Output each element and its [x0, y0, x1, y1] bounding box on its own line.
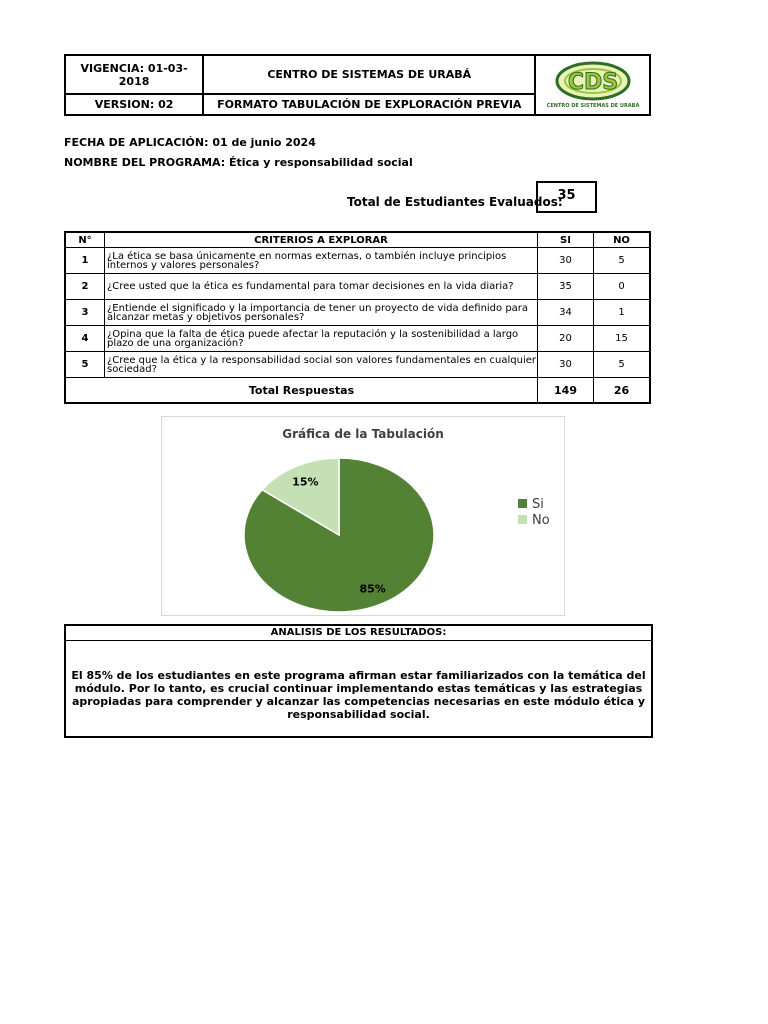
chart-title: Gráfica de la Tabulación	[282, 427, 444, 441]
row-number: 1	[65, 248, 105, 274]
col-header-criteria: CRITERIOS A EXPLORAR	[105, 232, 538, 248]
analysis-text: El 85% de los estudiantes en este programa afirman estar familiarizados con la temática del módulo. Por lo tanto, es crucial continuar implementando estas temáticas y las estrategias apropiadas para comprender y alcanzar las competencias necesarias en este módulo ética y responsabilidad social.	[71, 669, 646, 721]
row-question: ¿Cree que la ética y la responsabilidad social son valores fundamentales en cualquier sociedad?	[105, 352, 538, 378]
logo-cell	[535, 55, 650, 115]
legend-label: No	[532, 513, 550, 528]
header-table	[64, 54, 651, 116]
row-no: 0	[594, 274, 651, 300]
row-question: ¿La ética se basa únicamente en normas externas, o también incluye principios internos y valores personales?	[105, 248, 538, 274]
row-si: 34	[538, 300, 594, 326]
row-no: 5	[594, 352, 651, 378]
pie-chart	[162, 417, 564, 615]
cds-logo	[536, 59, 649, 111]
row-number: 4	[65, 326, 105, 352]
row-si: 20	[538, 326, 594, 352]
row-no: 1	[594, 300, 651, 326]
format-title-cell: FORMATO TABULACIÓN DE EXPLORACIÓN PREVIA	[203, 94, 535, 115]
table-row	[65, 274, 650, 300]
row-question: ¿Opina que la falta de ética puede afectar la reputación y la sostenibilidad a largo plazo de una organización?	[105, 326, 538, 352]
row-question: ¿Entiende el significado y la importancia de tener un proyecto de vida definido para alcanzar metas y objetivos personales?	[105, 300, 538, 326]
fecha-aplicacion: FECHA DE APLICACIÓN: 01 de junio 2024	[64, 136, 316, 149]
row-number: 5	[65, 352, 105, 378]
center-name-cell: CENTRO DE SISTEMAS DE URABÁ	[203, 55, 535, 94]
version-cell: VERSION: 02	[65, 94, 203, 115]
table-row	[65, 352, 650, 378]
analysis-title: ANALISIS DE LOS RESULTADOS:	[66, 626, 651, 641]
row-no: 15	[594, 326, 651, 352]
vigencia-cell: VIGENCIA: 01-03-2018	[65, 55, 203, 94]
total-responses-label: Total Respuestas	[65, 378, 538, 404]
total-no: 26	[594, 378, 651, 404]
table-row	[65, 326, 650, 352]
total-students-value: 35	[536, 181, 597, 213]
table-row	[65, 300, 650, 326]
legend-label: Si	[532, 497, 544, 512]
nombre-programa: NOMBRE DEL PROGRAMA: Ética y responsabilidad social	[64, 156, 413, 169]
col-header-no: NO	[594, 232, 651, 248]
total-row	[65, 378, 650, 404]
row-no: 5	[594, 248, 651, 274]
col-header-si: SI	[538, 232, 594, 248]
row-number: 3	[65, 300, 105, 326]
pie-data-label: 85%	[359, 582, 386, 596]
svg-text:CENTRO DE SISTEMAS DE URABÁ: CENTRO DE SISTEMAS DE URABÁ	[546, 103, 640, 109]
col-header-num: N°	[65, 232, 105, 248]
table-row	[65, 248, 650, 274]
row-question: ¿Cree usted que la ética es fundamental para tomar decisiones en la vida diaria?	[105, 274, 538, 300]
row-si: 30	[538, 248, 594, 274]
row-number: 2	[65, 274, 105, 300]
total-students-label: Total de Estudiantes Evaluados:	[347, 195, 563, 209]
row-si: 35	[538, 274, 594, 300]
row-si: 30	[538, 352, 594, 378]
analysis-box	[64, 624, 653, 738]
total-si: 149	[538, 378, 594, 404]
svg-text:CDS: CDS	[567, 70, 618, 95]
criteria-table	[64, 231, 651, 404]
pie-data-label: 15%	[292, 475, 319, 489]
legend-swatch	[518, 499, 527, 508]
legend-swatch	[518, 515, 527, 524]
pie-chart-container	[161, 416, 565, 616]
